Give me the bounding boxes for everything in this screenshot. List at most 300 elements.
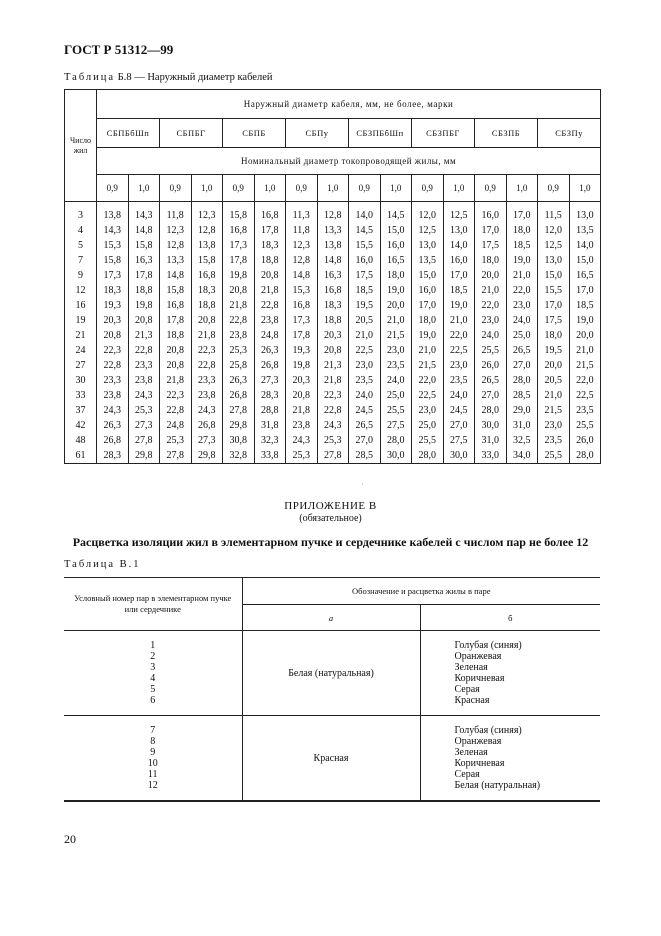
color-a-cell: Белая (натуральная) [242,631,420,716]
diameter-value-cell: 19,0 [412,328,444,343]
diameter-value-cell: 27,3 [191,433,223,448]
diameter-value-cell: 29,8 [191,448,223,464]
table-row [65,268,601,283]
diameter-value-cell: 12,3 [160,223,192,238]
diameter-value-cell: 17,0 [538,298,570,313]
diameter-value-cell: 14,0 [569,238,601,253]
color-b-item: Зеленая [454,662,488,673]
diameter-value-cell: 18,5 [569,298,601,313]
diameter-value-cell: 20,8 [191,313,223,328]
diameter-value-cell: 19,5 [538,343,570,358]
diameter-value-cell: 20,8 [97,328,129,343]
diameter-value-cell: 16,8 [191,268,223,283]
diameter-value-cell: 19,5 [349,298,381,313]
pair-number: 11 [147,769,158,780]
core-count-cell: 3 [65,208,97,223]
diameter-value-cell: 23,0 [412,403,444,418]
color-b-item: Голубая (синяя) [454,640,522,651]
diameter-value-cell: 16,8 [317,283,349,298]
col-header-designation: Обозначение и расцветка жилы в паре [242,578,600,605]
core-count-cell: 7 [65,253,97,268]
diameter-value-cell: 21,8 [160,373,192,388]
diameter-value-cell: 23,0 [506,298,538,313]
diameter-value-cell: 24,8 [160,418,192,433]
diameter-value-cell: 26,0 [569,433,601,448]
diameter-value-cell: 24,3 [128,388,160,403]
diameter-value-cell: 27,8 [160,448,192,464]
table-row [65,448,601,464]
diameter-value-cell: 32,5 [506,433,538,448]
core-count-cell: 4 [65,223,97,238]
diameter-value-cell: 23,5 [349,373,381,388]
table-row [65,373,601,388]
diameter-value-cell: 12,8 [160,238,192,253]
diameter-value-cell: 26,8 [191,418,223,433]
diameter-value-cell: 23,8 [286,418,318,433]
diameter-value-cell: 23,0 [538,418,570,433]
diameter-value-cell: 13,0 [443,223,475,238]
diameter-value-cell: 14,8 [317,253,349,268]
diameter-value-cell: 13,5 [569,223,601,238]
diameter-value-cell: 23,3 [191,373,223,388]
diameter-value-cell: 27,3 [254,373,286,388]
diameter-value-cell: 24,3 [97,403,129,418]
diameter-value-cell: 22,8 [160,403,192,418]
diameter-value-cell: 25,5 [412,433,444,448]
diameter-value-cell: 27,8 [223,403,255,418]
diameter-value-cell: 15,8 [128,238,160,253]
diameter-value-cell: 26,8 [223,388,255,403]
diameter-value-cell: 11,8 [286,223,318,238]
diameter-value-cell: 15,8 [97,253,129,268]
diameter-value-cell: 23,3 [128,358,160,373]
diameter-value-cell: 26,5 [349,418,381,433]
diameter-value-cell: 18,0 [538,328,570,343]
diameter-value-cell: 27,0 [475,388,507,403]
diameter-value-cell: 19,3 [286,343,318,358]
diameter-value-cell: 26,0 [475,358,507,373]
diameter-value-cell: 23,0 [443,358,475,373]
conductor-diameter: 0,9 [475,175,507,202]
table-row [65,358,601,373]
diameter-value-cell: 21,5 [380,328,412,343]
diameter-value-cell: 24,8 [254,328,286,343]
diameter-value-cell: 20,5 [349,313,381,328]
diameter-value-cell: 15,3 [286,283,318,298]
diameter-value-cell: 14,8 [286,268,318,283]
diameter-value-cell: 18,3 [97,283,129,298]
diameter-value-cell: 24,3 [286,433,318,448]
color-b-item: Красная [454,695,490,706]
page-mark: · [361,480,364,489]
color-b-item: Коричневая [454,758,505,769]
diameter-value-cell: 24,0 [506,313,538,328]
diameter-value-cell: 16,8 [223,223,255,238]
diameter-value-cell: 21,5 [538,403,570,418]
diameter-value-cell: 15,8 [191,253,223,268]
cable-mark: СБЗПБ [475,119,538,148]
diameter-value-cell: 17,8 [160,313,192,328]
cable-mark: СБПБГ [160,119,223,148]
diameter-value-cell: 33,8 [254,448,286,464]
conductor-diameter: 1,0 [317,175,349,202]
cable-mark: СБЗПБбШп [349,119,412,148]
diameter-value-cell: 15,8 [160,283,192,298]
diameter-value-cell: 21,8 [223,298,255,313]
diameter-value-cell: 13,0 [538,253,570,268]
pair-number: 2 [150,651,156,662]
diameter-value-cell: 12,5 [443,208,475,223]
diameter-value-cell: 24,0 [380,373,412,388]
diameter-value-cell: 25,5 [475,343,507,358]
diameter-value-cell: 20,3 [97,313,129,328]
core-count-cell: 12 [65,283,97,298]
diameter-value-cell: 21,8 [254,283,286,298]
pair-number: 5 [150,684,156,695]
diameter-value-cell: 18,3 [254,238,286,253]
appendix-heading: Расцветка изоляции жил в элементарном пучке и сердечнике кабелей с числом пар не более 12 [72,535,589,549]
diameter-value-cell: 17,8 [223,253,255,268]
diameter-value-cell: 29,0 [506,403,538,418]
core-count-cell: 21 [65,328,97,343]
diameter-value-cell: 25,3 [286,448,318,464]
diameter-value-cell: 16,0 [412,283,444,298]
diameter-value-cell: 20,8 [317,343,349,358]
diameter-value-cell: 21,0 [475,283,507,298]
color-b-item: Коричневая [454,673,505,684]
diameter-value-cell: 26,3 [97,418,129,433]
diameter-value-cell: 20,3 [286,373,318,388]
color-b-cell [420,631,600,716]
diameter-value-cell: 18,0 [380,268,412,283]
diameter-value-cell: 11,5 [538,208,570,223]
diameter-value-cell: 25,5 [380,403,412,418]
diameter-value-cell: 19,0 [443,298,475,313]
conductor-diameter: 0,9 [412,175,444,202]
table-row [65,298,601,313]
diameter-value-cell: 22,0 [412,373,444,388]
diameter-value-cell: 31,8 [254,418,286,433]
conductor-diameter: 1,0 [254,175,286,202]
diameter-value-cell: 14,8 [128,223,160,238]
diameter-value-cell: 16,8 [254,208,286,223]
diameter-value-cell: 17,0 [475,223,507,238]
table-b8 [64,89,601,464]
table-row [65,283,601,298]
diameter-value-cell: 12,5 [538,238,570,253]
diameter-value-cell: 12,8 [286,253,318,268]
diameter-value-cell: 33,0 [475,448,507,464]
cable-mark: СБПБ [223,119,286,148]
diameter-value-cell: 21,0 [412,343,444,358]
table-b1 [64,577,600,802]
diameter-value-cell: 13,0 [412,238,444,253]
table-row [64,716,600,802]
pair-number: 8 [150,736,156,747]
table-b8-marks-row [65,119,601,148]
core-count-cell: 33 [65,388,97,403]
diameter-value-cell: 28,8 [254,403,286,418]
diameter-value-cell: 22,8 [191,358,223,373]
diameter-value-cell: 14,3 [128,208,160,223]
col-header-b: б [420,605,600,631]
diameter-value-cell: 13,3 [160,253,192,268]
appendix-subtitle: (обязательное) [299,513,362,524]
table-row [65,403,601,418]
diameter-value-cell: 22,8 [97,358,129,373]
page-number: 20 [64,832,76,846]
diameter-value-cell: 30,8 [223,433,255,448]
diameter-value-cell: 11,3 [286,208,318,223]
core-count-cell: 5 [65,238,97,253]
table-row [65,418,601,433]
conductor-diameter: 0,9 [97,175,129,202]
core-count-cell: 16 [65,298,97,313]
diameter-value-cell: 26,5 [475,373,507,388]
cable-mark: СБЗПу [538,119,601,148]
cable-mark: СБПБбШп [97,119,160,148]
diameter-value-cell: 17,0 [412,298,444,313]
diameter-value-cell: 23,0 [380,343,412,358]
diameter-value-cell: 18,0 [506,223,538,238]
table-b1-caption: Таблица В.1 [64,559,141,570]
diameter-value-cell: 15,0 [380,223,412,238]
diameter-value-cell: 20,5 [538,373,570,388]
diameter-value-cell: 28,5 [349,448,381,464]
diameter-value-cell: 21,0 [443,313,475,328]
diameter-value-cell: 22,8 [254,298,286,313]
core-count-cell: 37 [65,403,97,418]
diameter-value-cell: 14,0 [349,208,381,223]
pair-number: 9 [150,747,156,758]
core-count-cell: 30 [65,373,97,388]
pair-number: 12 [147,780,158,791]
diameter-value-cell: 12,8 [191,223,223,238]
diameter-value-cell: 24,0 [349,388,381,403]
diameter-value-cell: 22,8 [317,403,349,418]
conductor-diameter: 0,9 [538,175,570,202]
diameter-value-cell: 23,5 [443,373,475,388]
diameter-value-cell: 16,0 [380,238,412,253]
table-row [65,343,601,358]
diameter-value-cell: 17,0 [506,208,538,223]
table-b8-caption-prefix: Таблица [64,72,116,83]
diameter-value-cell: 17,3 [97,268,129,283]
diameter-value-cell: 17,8 [254,223,286,238]
diameter-value-cell: 22,0 [443,328,475,343]
diameter-value-cell: 23,8 [128,373,160,388]
conductor-diameter: 1,0 [128,175,160,202]
diameter-value-cell: 31,0 [475,433,507,448]
conductor-diameter: 0,9 [286,175,318,202]
table-row [65,208,601,223]
diameter-value-cell: 30,0 [443,448,475,464]
diameter-value-cell: 13,0 [569,208,601,223]
diameter-value-cell: 27,5 [443,433,475,448]
diameter-value-cell: 17,5 [475,238,507,253]
diameter-value-cell: 20,8 [223,283,255,298]
diameter-value-cell: 19,8 [286,358,318,373]
diameter-value-cell: 17,5 [349,268,381,283]
diameter-value-cell: 22,3 [317,388,349,403]
color-b-cell [420,716,600,802]
diameter-value-cell: 14,0 [443,238,475,253]
core-count-cell: 61 [65,448,97,464]
diameter-value-cell: 15,8 [223,208,255,223]
diameter-value-cell: 21,3 [128,328,160,343]
table-row [65,253,601,268]
color-b-item: Оранжевая [454,651,502,662]
core-count-cell: 19 [65,313,97,328]
diameter-value-cell: 15,0 [569,253,601,268]
col-header-outer-diameter: Наружный диаметр кабеля, мм, не более, марки [97,90,601,119]
col-header-core-count: Число жил [65,90,97,202]
diameter-value-cell: 24,0 [443,388,475,403]
diameter-value-cell: 22,3 [191,343,223,358]
diameter-value-cell: 19,3 [97,298,129,313]
diameter-value-cell: 28,3 [97,448,129,464]
diameter-value-cell: 23,8 [97,388,129,403]
diameter-value-cell: 12,8 [317,208,349,223]
diameter-value-cell: 27,0 [506,358,538,373]
diameter-value-cell: 21,5 [412,358,444,373]
diameter-value-cell: 15,5 [538,283,570,298]
conductor-diameter: 1,0 [380,175,412,202]
conductor-diameter: 0,9 [349,175,381,202]
diameter-value-cell: 22,3 [97,343,129,358]
diameter-value-cell: 23,5 [569,403,601,418]
color-a-cell: Красная [242,716,420,802]
diameter-value-cell: 17,5 [538,313,570,328]
diameter-value-cell: 25,0 [506,328,538,343]
pair-number: 6 [150,695,156,706]
diameter-value-cell: 28,3 [254,388,286,403]
diameter-value-cell: 16,3 [128,253,160,268]
pair-numbers-cell [64,631,242,716]
diameter-value-cell: 27,0 [349,433,381,448]
diameter-value-cell: 18,8 [317,313,349,328]
diameter-value-cell: 13,8 [191,238,223,253]
diameter-value-cell: 18,5 [506,238,538,253]
diameter-value-cell: 19,0 [380,283,412,298]
table-row [65,313,601,328]
diameter-value-cell: 12,0 [538,223,570,238]
table-b8-header-row [65,90,601,119]
diameter-value-cell: 13,8 [97,208,129,223]
diameter-value-cell: 12,5 [412,223,444,238]
diameter-value-cell: 24,3 [317,418,349,433]
table-b8-nominal-row [65,148,601,175]
diameter-value-cell: 23,5 [538,433,570,448]
diameter-value-cell: 26,3 [223,373,255,388]
diameter-value-cell: 27,3 [128,418,160,433]
diameter-value-cell: 18,0 [475,253,507,268]
diameter-value-cell: 25,0 [412,418,444,433]
diameter-value-cell: 14,5 [349,223,381,238]
table-b8-diameters-row [65,175,601,202]
diameter-value-cell: 17,3 [286,313,318,328]
conductor-diameter: 1,0 [506,175,538,202]
color-b-item: Зеленая [454,747,488,758]
diameter-value-cell: 26,8 [254,358,286,373]
diameter-value-cell: 16,0 [349,253,381,268]
core-count-cell: 48 [65,433,97,448]
pair-number: 4 [150,673,156,684]
conductor-diameter: 0,9 [223,175,255,202]
diameter-value-cell: 18,8 [128,283,160,298]
diameter-value-cell: 22,5 [443,343,475,358]
diameter-value-cell: 28,0 [380,433,412,448]
diameter-value-cell: 20,0 [538,358,570,373]
diameter-value-cell: 20,3 [317,328,349,343]
cable-mark: СБЗПБГ [412,119,475,148]
diameter-value-cell: 28,0 [475,403,507,418]
diameter-value-cell: 28,0 [569,448,601,464]
pair-numbers-cell [64,716,242,802]
color-b-item: Серая [454,684,480,695]
diameter-value-cell: 23,8 [254,313,286,328]
diameter-value-cell: 20,0 [380,298,412,313]
diameter-value-cell: 21,8 [317,373,349,388]
diameter-value-cell: 26,8 [97,433,129,448]
core-count-cell: 24 [65,343,97,358]
core-count-cell: 42 [65,418,97,433]
document-header: ГОСТ Р 51312—99 [64,42,174,57]
diameter-value-cell: 15,0 [412,268,444,283]
table-row [65,388,601,403]
table-b8-caption-text: Б.8 — Наружный диаметр кабелей [117,72,273,83]
diameter-value-cell: 20,0 [475,268,507,283]
diameter-value-cell: 23,0 [475,313,507,328]
diameter-value-cell: 16,5 [569,268,601,283]
diameter-value-cell: 13,8 [317,238,349,253]
diameter-value-cell: 25,3 [223,343,255,358]
diameter-value-cell: 23,8 [191,388,223,403]
diameter-value-cell: 12,3 [191,208,223,223]
col-header-pair-number: Условный номер пар в элементарном пучке или сердечнике [64,578,242,631]
diameter-value-cell: 23,5 [380,358,412,373]
diameter-value-cell: 13,5 [412,253,444,268]
diameter-value-cell: 18,8 [191,298,223,313]
diameter-value-cell: 16,0 [475,208,507,223]
diameter-value-cell: 18,8 [254,253,286,268]
diameter-value-cell: 22,5 [412,388,444,403]
pair-number: 7 [150,725,156,736]
diameter-value-cell: 26,3 [254,343,286,358]
cable-mark: СБПу [286,119,349,148]
diameter-value-cell: 27,0 [443,418,475,433]
table-row [64,631,600,716]
table-b1-header-row [64,578,600,605]
diameter-value-cell: 17,8 [128,268,160,283]
color-b-item: Голубая (синяя) [454,725,522,736]
diameter-value-cell: 30,0 [475,418,507,433]
diameter-value-cell: 25,3 [317,433,349,448]
diameter-value-cell: 14,8 [160,268,192,283]
diameter-value-cell: 20,8 [286,388,318,403]
diameter-value-cell: 32,8 [223,448,255,464]
diameter-value-cell: 22,8 [223,313,255,328]
diameter-value-cell: 20,8 [254,268,286,283]
diameter-value-cell: 20,8 [160,343,192,358]
diameter-value-cell: 16,3 [317,268,349,283]
diameter-value-cell: 22,0 [475,298,507,313]
diameter-value-cell: 17,0 [569,283,601,298]
diameter-value-cell: 22,5 [349,343,381,358]
color-b-item: Серая [454,769,480,780]
diameter-value-cell: 20,0 [569,328,601,343]
diameter-value-cell: 19,8 [223,268,255,283]
